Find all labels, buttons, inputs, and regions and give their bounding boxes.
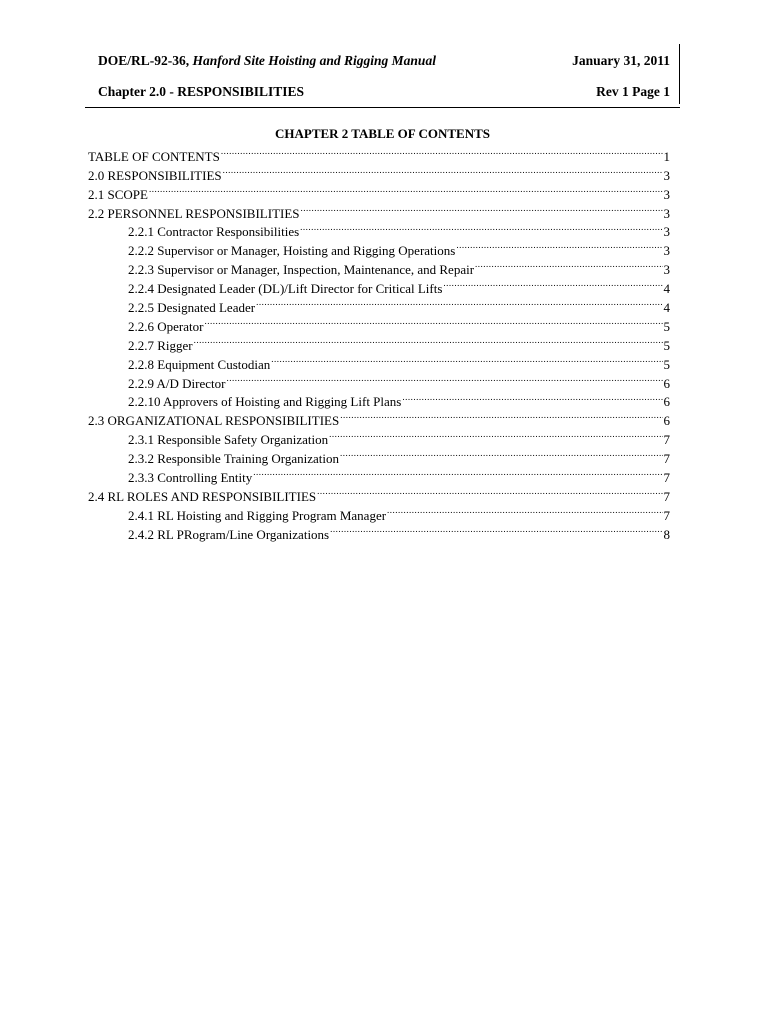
document-date: January 31, 2011 xyxy=(572,53,670,68)
toc-dot-leader xyxy=(223,161,663,180)
toc-entry-page: 3 xyxy=(663,167,670,183)
toc-entry-page: 7 xyxy=(663,451,670,467)
revision-page: Rev 1 Page 1 xyxy=(596,84,670,99)
header-vertical-rule xyxy=(679,44,680,104)
toc-dot-leader xyxy=(317,482,662,501)
toc-entry-page: 7 xyxy=(663,507,670,523)
toc-entry-label: 2.2.10 Approvers of Hoisting and Rigging Lift Plans xyxy=(128,394,402,410)
toc-entry-label: 2.2.9 A/D Director xyxy=(128,375,226,391)
toc-entry-label: 2.2.3 Supervisor or Manager, Inspection, Maintenance, and Repair xyxy=(128,262,475,278)
document-id: DOE/RL-92-36, xyxy=(98,53,190,68)
toc-entry-label: 2.4.1 RL Hoisting and Rigging Program Manager xyxy=(128,507,387,523)
toc-entry-page: 3 xyxy=(663,243,670,259)
toc-dot-leader xyxy=(329,425,662,444)
toc-entry-page: 5 xyxy=(663,318,670,334)
toc-entry-label: 2.2 PERSONNEL RESPONSIBILITIES xyxy=(88,205,300,221)
toc-entry-label: 2.2.5 Designated Leader xyxy=(128,300,256,316)
toc-dot-leader xyxy=(149,180,663,199)
toc-entry-page: 6 xyxy=(663,394,670,410)
toc-dot-leader xyxy=(402,388,662,407)
toc-entry-page: 7 xyxy=(663,432,670,448)
toc-entry-label: 2.3 ORGANIZATIONAL RESPONSIBILITIES xyxy=(88,413,340,429)
toc-heading: CHAPTER 2 TABLE OF CONTENTS xyxy=(274,126,491,141)
toc-dot-leader xyxy=(475,255,662,274)
toc-entry-page: 6 xyxy=(663,413,670,429)
toc-dot-leader xyxy=(387,501,662,520)
header-line-1 xyxy=(98,53,670,69)
chapter-title: Chapter 2.0 - RESPONSIBILITIES xyxy=(98,84,305,99)
document-title xyxy=(98,53,436,69)
toc-entry-label: 2.0 RESPONSIBILITIES xyxy=(88,167,222,183)
toc-entry-page: 5 xyxy=(663,337,670,353)
toc-entry-label: 2.3.1 Responsible Safety Organization xyxy=(128,432,329,448)
toc-entry-page: 7 xyxy=(663,470,670,486)
toc-entry-label: 2.2.1 Contractor Responsibilities xyxy=(128,224,300,240)
toc-dot-leader xyxy=(300,218,662,237)
toc-dot-leader xyxy=(221,142,663,161)
toc-entry-label: TABLE OF CONTENTS xyxy=(88,148,220,164)
toc-dot-leader xyxy=(340,444,662,463)
toc-entry-page: 4 xyxy=(663,281,670,297)
toc-dot-leader xyxy=(204,312,662,331)
toc-dot-leader xyxy=(256,293,662,312)
toc-entry-label: 2.3.3 Controlling Entity xyxy=(128,470,253,486)
header-line-2 xyxy=(98,84,670,100)
toc-entry-page: 5 xyxy=(663,356,670,372)
toc-entry-label: 2.1 SCOPE xyxy=(88,186,148,202)
toc-entry[interactable] xyxy=(88,199,670,221)
toc-entry-label: 2.4 RL ROLES AND RESPONSIBILITIES xyxy=(88,488,317,504)
toc-entry-label: 2.2.7 Rigger xyxy=(128,337,193,353)
toc-entry-page: 1 xyxy=(663,148,670,164)
toc-dot-leader xyxy=(340,406,662,425)
toc-entry-page: 3 xyxy=(663,262,670,278)
toc-entry[interactable] xyxy=(88,142,670,164)
manual-title: Hanford Site Hoisting and Rigging Manual xyxy=(192,53,436,68)
toc-entry-page: 3 xyxy=(663,224,670,240)
toc-entry-label: 2.2.4 Designated Leader (DL)/Lift Director for Critical Lifts xyxy=(128,281,443,297)
toc-entry-page: 4 xyxy=(663,300,670,316)
toc-entry-page: 7 xyxy=(663,488,670,504)
toc-entry-page: 3 xyxy=(663,186,670,202)
toc-dot-leader xyxy=(194,331,663,350)
toc-dot-leader xyxy=(330,520,662,539)
toc-entry-label: 2.4.2 RL PRogram/Line Organizations xyxy=(128,526,330,542)
toc-entry-label: 2.3.2 Responsible Training Organization xyxy=(128,451,340,467)
toc-entry-label: 2.2.8 Equipment Custodian xyxy=(128,356,271,372)
toc-entry-page: 8 xyxy=(663,526,670,542)
toc-entry-page: 3 xyxy=(663,205,670,221)
toc-dot-leader xyxy=(271,350,662,369)
toc-dot-leader xyxy=(226,369,662,388)
toc-dot-leader xyxy=(456,236,662,255)
toc-entry-page: 6 xyxy=(663,375,670,391)
toc-dot-leader xyxy=(443,274,662,293)
toc-entry[interactable] xyxy=(88,180,670,202)
toc-dot-leader xyxy=(253,463,662,482)
toc-dot-leader xyxy=(301,199,663,218)
table-of-contents xyxy=(88,142,680,542)
header-horizontal-rule xyxy=(85,107,680,108)
toc-entry-label: 2.2.6 Operator xyxy=(128,318,204,334)
toc-entry-label: 2.2.2 Supervisor or Manager, Hoisting and Rigging Operations xyxy=(128,243,456,259)
